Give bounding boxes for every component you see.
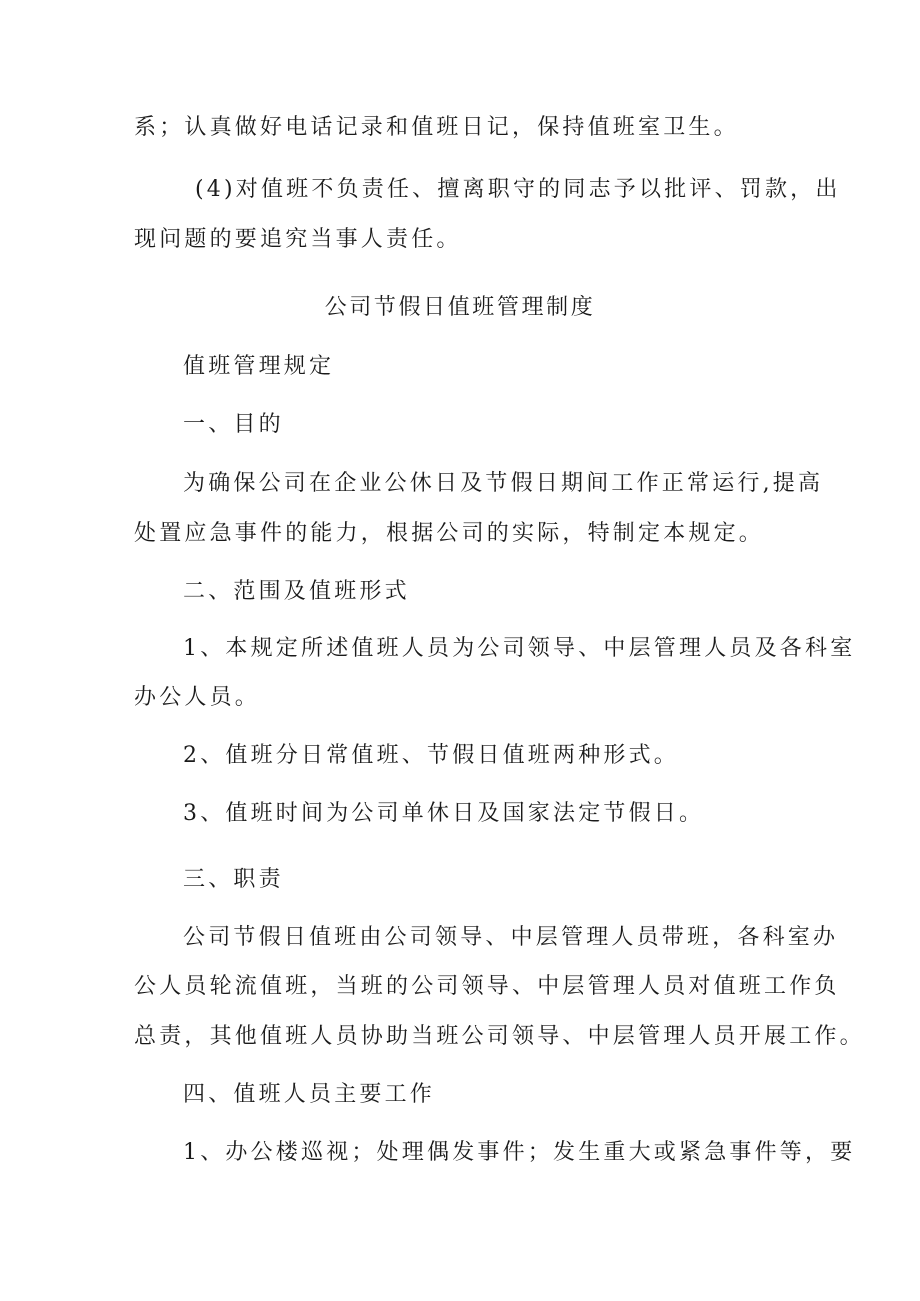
paragraph-line: 为确保公司在企业公休日及节假日期间工作正常运行,提高 [183, 471, 824, 496]
paragraph-line: 现问题的要追究当事人责任。 [134, 227, 462, 252]
paragraph-line: 1、办公楼巡视；处理偶发事件；发生重大或紧急事件等，要 [183, 1140, 856, 1165]
section-heading: 二、范围及值班形式 [183, 579, 410, 604]
paragraph-line: 总责，其他值班人员协助当班公司领导、中层管理人员开展工作。 [134, 1024, 865, 1049]
paragraph-line: 2、值班分日常值班、节假日值班两种形式。 [183, 743, 679, 768]
section-heading: 值班管理规定 [183, 354, 335, 379]
paragraph-line: 1、本规定所述值班人员为公司领导、中层管理人员及各科室 [183, 636, 856, 661]
paragraph-line: 3、值班时间为公司单休日及国家法定节假日。 [183, 801, 705, 826]
paragraph-line: (4)对值班不负责任、擅离职守的同志予以批评、罚款，出 [195, 177, 841, 202]
document-title: 公司节假日值班管理制度 [324, 295, 596, 320]
paragraph-line: 公司节假日值班由公司领导、中层管理人员带班，各科室办 [183, 925, 839, 950]
paragraph-line: 办公人员。 [134, 685, 261, 710]
section-heading: 一、目的 [183, 412, 284, 437]
section-heading: 四、值班人员主要工作 [183, 1082, 436, 1107]
paragraph-line: 系；认真做好电话记录和值班日记，保持值班室卫生。 [134, 115, 739, 140]
paragraph-line: 公人员轮流值班，当班的公司领导、中层管理人员对值班工作负 [134, 974, 840, 999]
section-heading: 三、职责 [183, 867, 284, 892]
paragraph-line: 处置应急事件的能力，根据公司的实际，特制定本规定。 [134, 521, 765, 546]
